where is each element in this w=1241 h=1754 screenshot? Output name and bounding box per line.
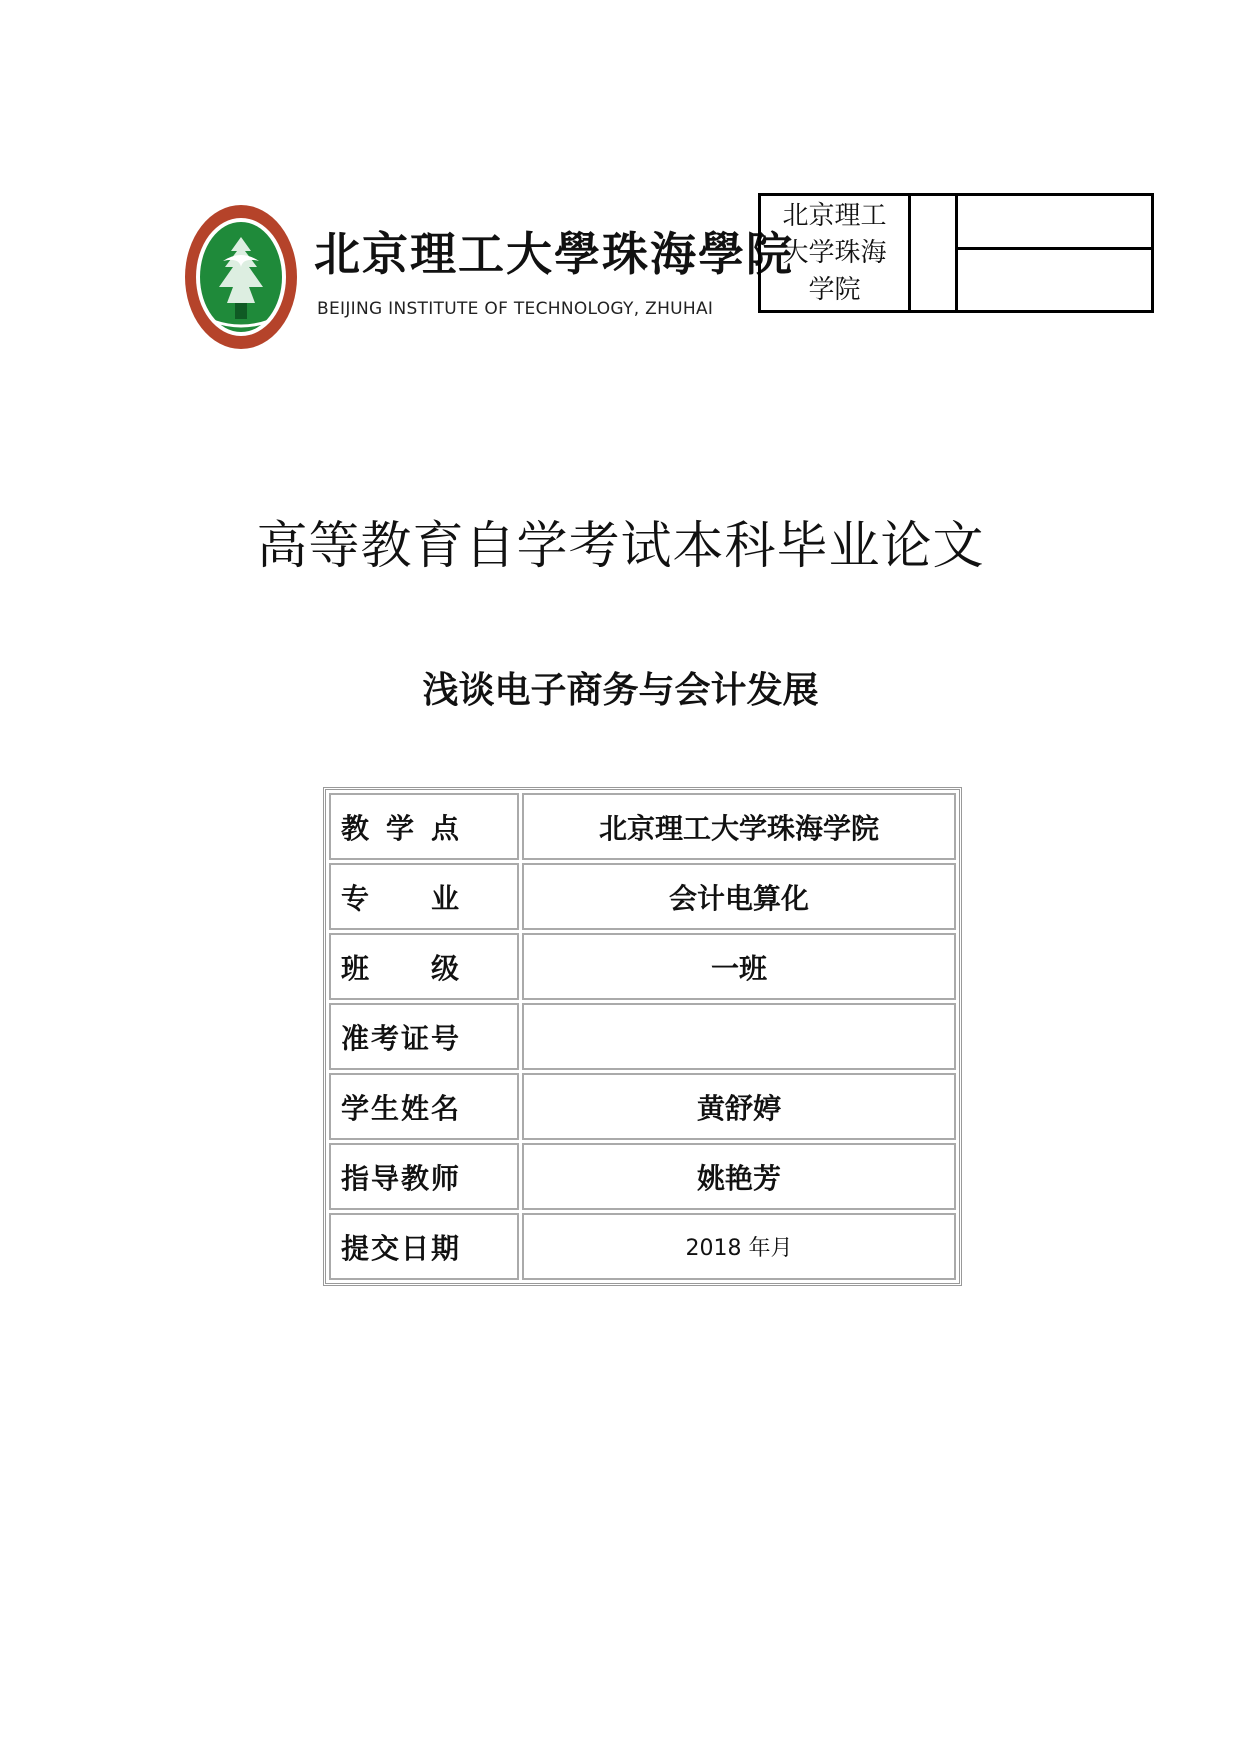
row-label: 准考证号 [341, 1021, 459, 1055]
document-type-heading: 高等教育自学考试本科毕业论文 [256, 517, 985, 576]
row-label: 指导教师 [341, 1161, 459, 1195]
row-label: 班 级 [341, 951, 459, 985]
corner-school-name: 北京理工大学珠海学院 [760, 195, 910, 312]
row-value: 姚艳芳 [522, 1143, 956, 1210]
row-value: 黄舒婷 [522, 1073, 956, 1140]
row-value: 北京理工大学珠海学院 [522, 793, 956, 860]
row-label: 专 业 [341, 881, 459, 915]
row-label-cell [329, 1213, 519, 1280]
row-label-cell [329, 1143, 519, 1210]
table-row [329, 1073, 956, 1140]
row-label: 教 学 点 [341, 811, 459, 845]
table-row [329, 1213, 956, 1280]
school-emblem-icon [183, 203, 299, 351]
info-table [323, 787, 962, 1286]
thesis-title: 浅谈电子商务与会计发展 [422, 670, 819, 711]
table-row [329, 793, 956, 860]
row-value: 会计电算化 [522, 863, 956, 930]
row-label: 提交日期 [341, 1231, 459, 1265]
row-value: 一班 [522, 933, 956, 1000]
table-row [329, 933, 956, 1000]
table-row [329, 863, 956, 930]
school-name-english: BEIJING INSTITUTE OF TECHNOLOGY, ZHUHAI [317, 299, 714, 319]
table-row [329, 1143, 956, 1210]
corner-blank-cell [957, 249, 1153, 312]
school-name-chinese: 北京理工大學珠海學院 [314, 227, 794, 281]
corner-blank-cell [910, 195, 957, 312]
row-label-cell [329, 933, 519, 1000]
row-label-cell [329, 863, 519, 930]
table-row [329, 1003, 956, 1070]
row-value: 2018 年月 [522, 1213, 956, 1280]
row-label: 学生姓名 [341, 1091, 459, 1125]
row-label-cell [329, 1003, 519, 1070]
corner-blank-cell [957, 195, 1153, 249]
row-label-cell [329, 793, 519, 860]
row-label-cell [329, 1073, 519, 1140]
corner-code-box [758, 193, 1154, 313]
row-value [522, 1003, 956, 1070]
